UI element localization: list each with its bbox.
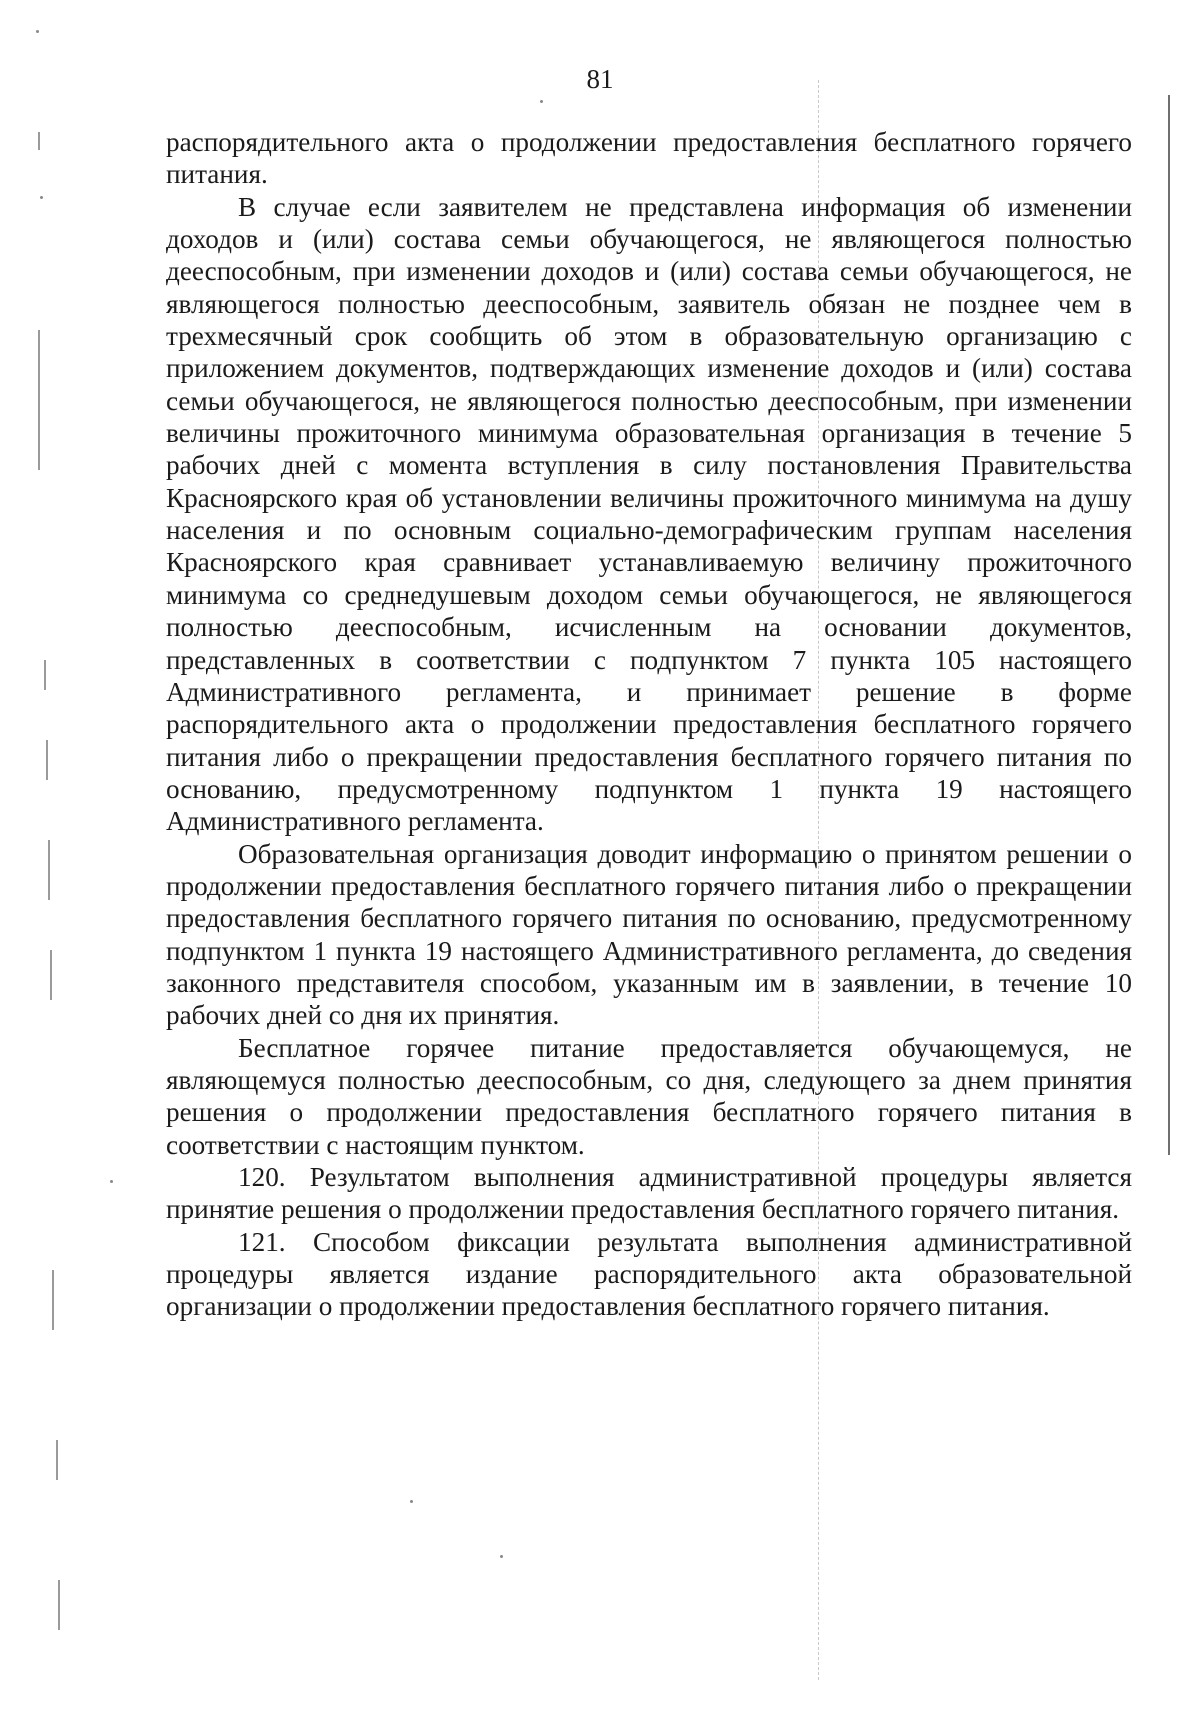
paragraph-continuation: распорядительного акта о продолжении предоставления бесплатного горячего питания. [166,127,1132,190]
document-body [166,126,1132,1323]
scan-mark [46,740,48,780]
scan-dot [110,1180,113,1183]
page-number: 81 [586,64,614,94]
paragraph: Образовательная организация доводит информацию о принятом решении о продолжении предоставления бесплатного горячего питания либо о прекращении предоставления бесплатного горячего питания по основанию, предусмотренному подпунктом 1 пункта 19 настоящего Административного регламента, до сведения законного представителя способом, указанным им в заявлении, в течение 10 рабочих дней со дня их принятия. [166,838,1132,1031]
paragraph-item-121: 121. Способом фиксации результата выполнения административной процедуры является издание распорядительного акта образовательной организации о продолжении предоставления бесплатного горячего питания. [166,1226,1132,1322]
scan-dot [500,1555,503,1558]
scan-mark [38,132,40,150]
scan-mark [48,840,50,900]
scan-dot [540,100,543,103]
scan-mark [58,1580,60,1630]
scan-mark [44,660,46,690]
scan-mark [56,1440,58,1480]
scan-mark [38,330,40,470]
scan-dot [36,30,39,33]
paragraph-item-120: 120. Результатом выполнения административной процедуры является принятие решения о продолжении предоставления бесплатного горячего питания. [166,1162,1132,1225]
scan-dot [410,1500,413,1503]
scan-edge-line [1168,95,1170,1155]
paragraph: В случае если заявителем не представлена информация об изменении доходов и (или) состава семьи обучающегося, не являющегося полностью дееспособным, при изменении доходов и (или) состава семьи обучающегося, не являющегося полностью дееспособным, заявитель обязан не позднее чем в трехмесячный срок сообщить об этом в образовательную организацию с приложением документов, подтверждающих изменение доходов и (или) состава семьи обучающегося, не являющегося полностью дееспособным, при изменении величины прожиточного минимума образовательная организация в течение 5 рабочих дней с момента вступления в силу постановления Правительства Красноярского края об установлении величины прожиточного минимума на душу населения и по основным социально-демографическим группам населения Красноярского края сравнивает устанавливаемую величину прожиточного минимума со среднедушевым доходом семьи обучающегося, не являющегося полностью дееспособным, исчисленным на основании документов, представленных в соответствии с подпунктом 7 пункта 105 настоящего Административного регламента, и принимает решение в форме распорядительного акта о продолжении предоставления бесплатного горячего питания либо о прекращении предоставления бесплатного горячего питания по основанию, предусмотренному подпунктом 1 пункта 19 настоящего Административного регламента. [166,191,1132,837]
scan-dot [40,196,43,199]
scan-mark [52,1270,54,1330]
paragraph: Бесплатное горячее питание предоставляется обучающемуся, не являющемуся полностью дееспособным, со дня, следующего за днем принятия решения о продолжении предоставления бесплатного горячего питания в соответствии с настоящим пунктом. [166,1032,1132,1160]
scan-mark [50,950,52,1000]
